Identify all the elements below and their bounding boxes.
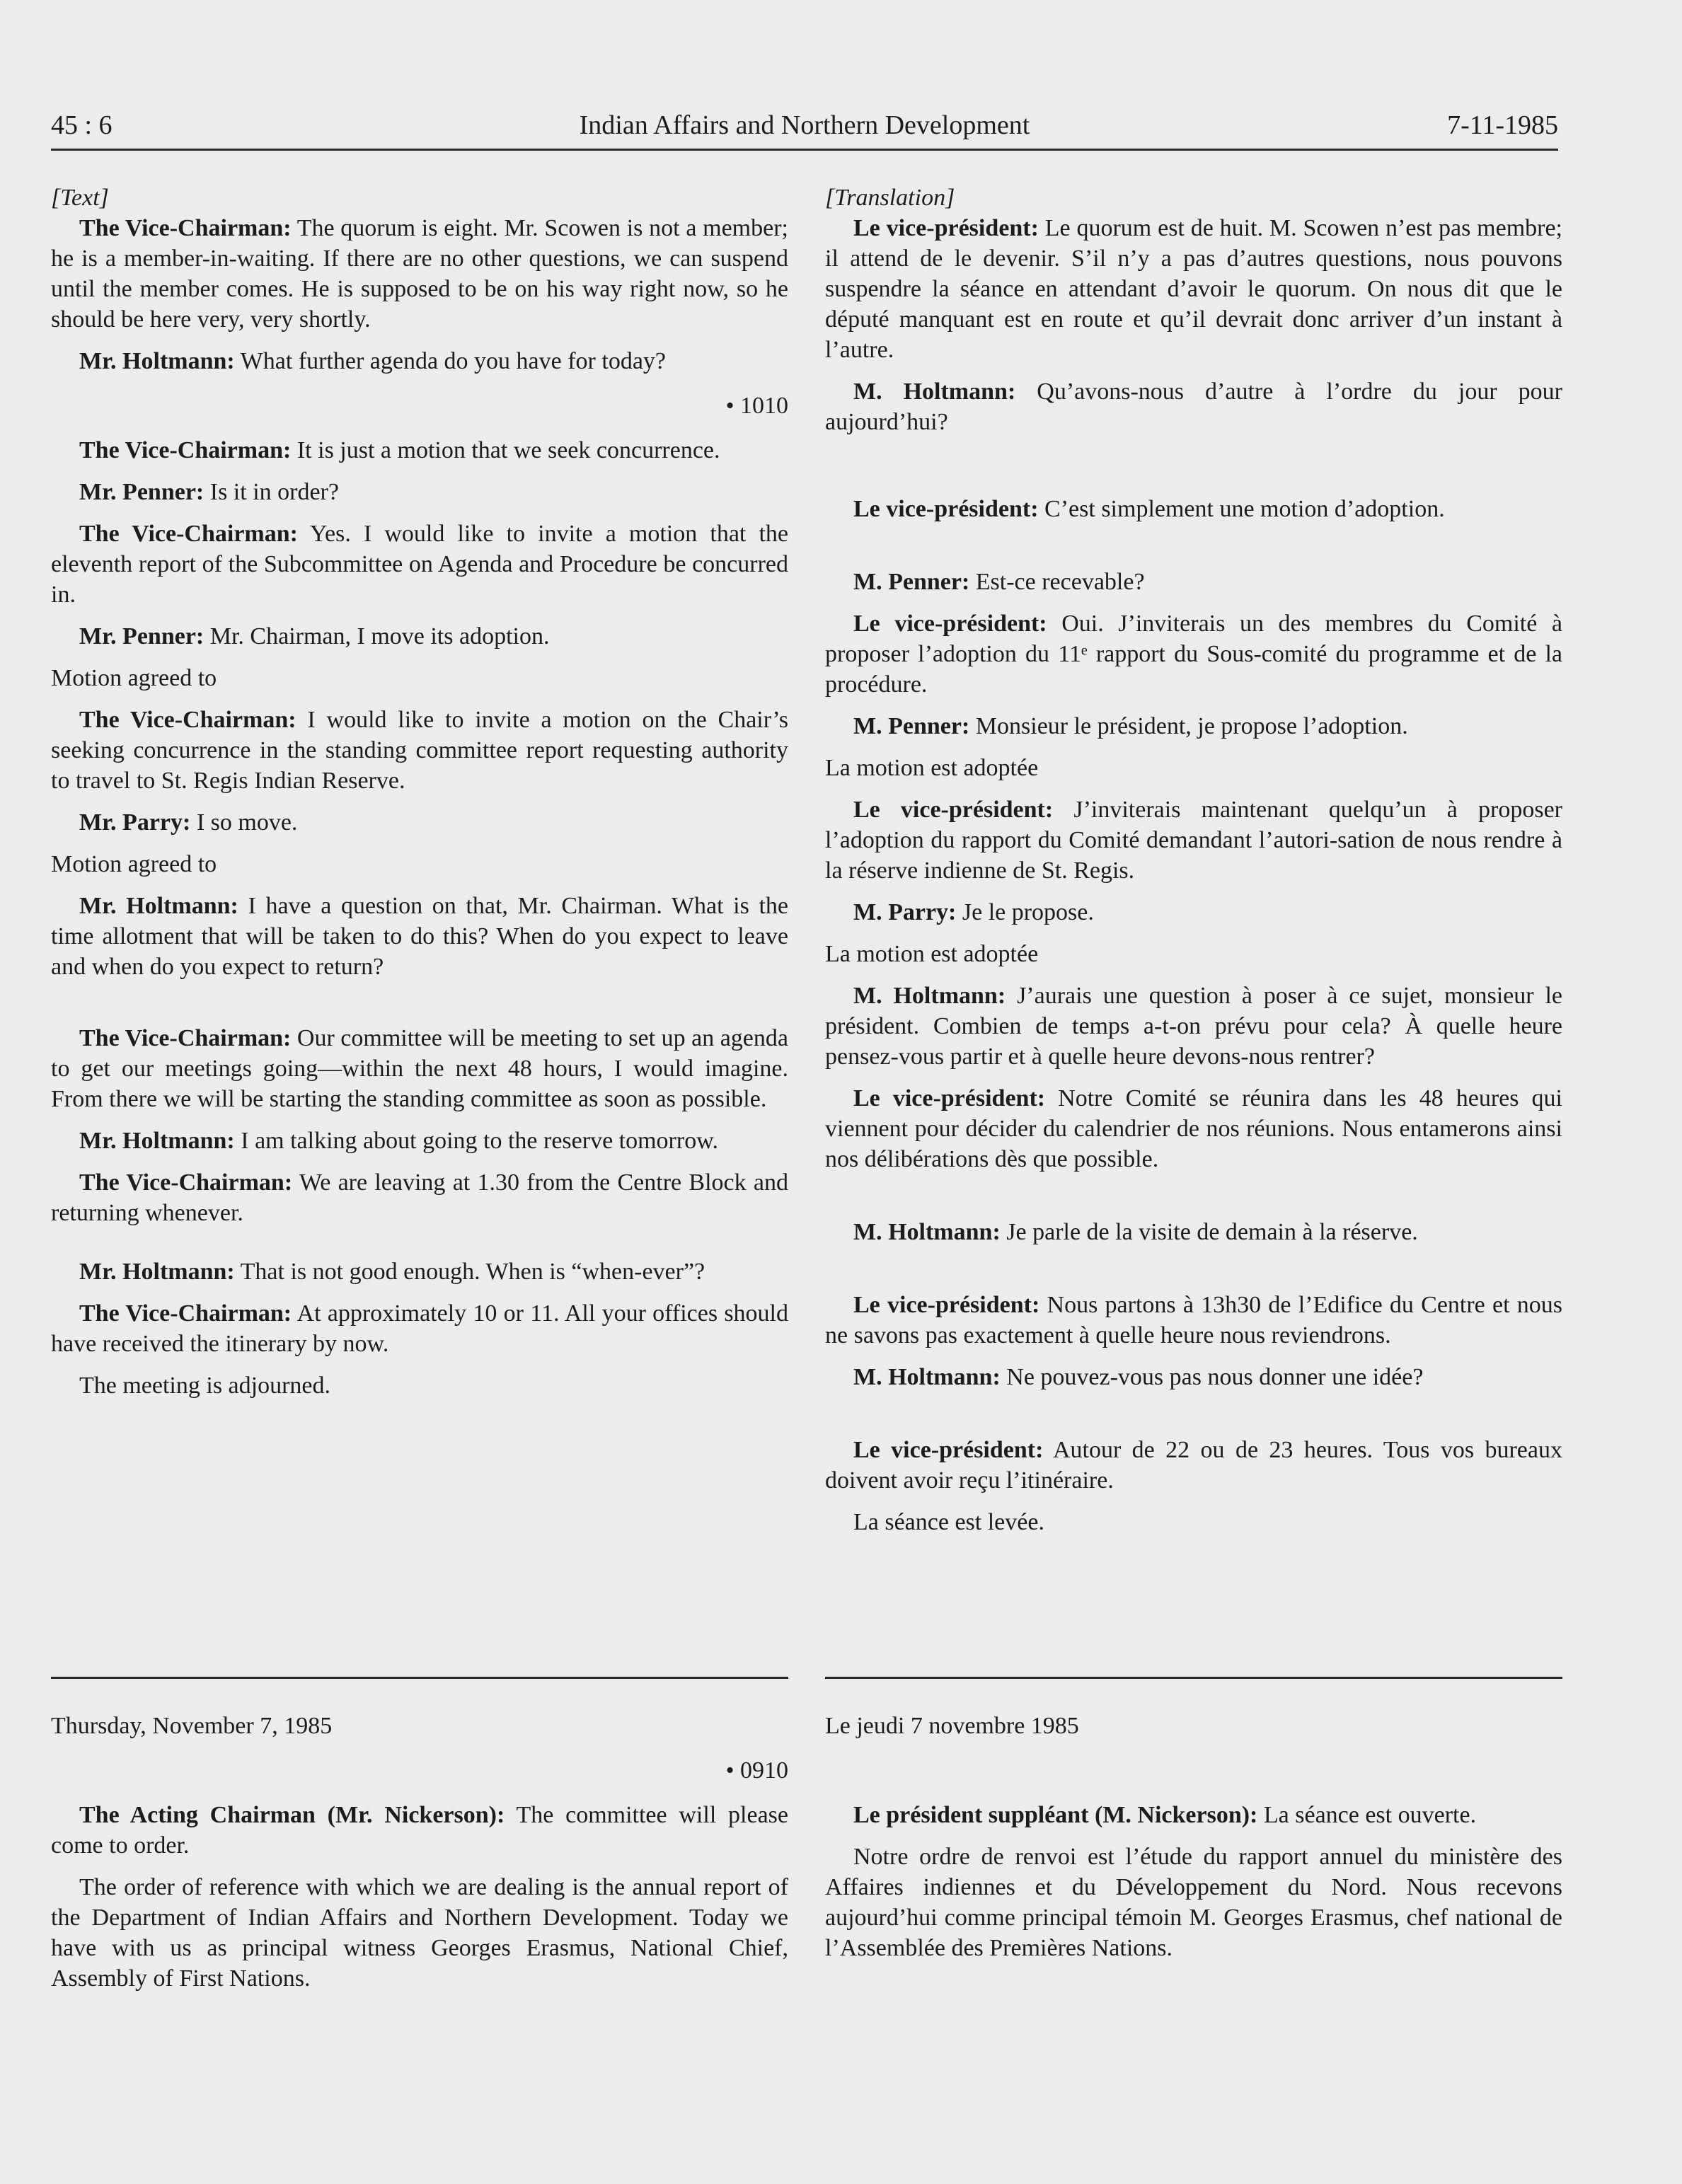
paragraph: The Vice-Chairman: Yes. I would like to invite a motion that the eleventh report of the Subcommittee on Agenda and Procedure be concurred in. [51, 521, 789, 608]
paragraph: M. Holtmann: Qu’avons-nous d’autre à l’ordre du jour pour aujourd’hui? [825, 379, 1562, 435]
paragraph: Le vice-président: Le quorum est de huit. M. Scowen n’est pas membre; il attend de le devenir. S’il n’y a pas d’autres questions, nous pouvons suspendre la séance en attendant d’avoir le quorum. On nous dit que le député manquant est en route et qu’il devrait donc arriver d’un instant à l’autre. [825, 215, 1562, 363]
paragraph: The meeting is adjourned. [79, 1373, 331, 1399]
speaker: The Acting Chairman (Mr. Nickerson): [79, 1802, 505, 1828]
paragraph: Mr. Holtmann: That is not good enough. When is “when-ever”? [79, 1259, 705, 1285]
speaker: M. Holtmann: [853, 379, 1016, 405]
speaker: The Vice-Chairman: [79, 707, 296, 733]
english-lower [51, 1711, 788, 1994]
header-title: Indian Affairs and Northern Development [579, 110, 1030, 140]
paragraph: M. Holtmann: Je parle de la visite de demain à la réserve. [853, 1219, 1418, 1245]
paragraph: Le vice-président: Oui. J’inviterais un des membres du Comité à proposer l’adoption du 11ᵉ rapport du Sous-comité du programme et de la procédure. [825, 611, 1562, 698]
motion-result: La motion est adoptée [825, 755, 1039, 781]
speaker: The Vice-Chairman: [79, 1169, 293, 1196]
paragraph: The Vice-Chairman: The quorum is eight. Mr. Scowen is not a member; he is a member-in-waiting. If there are no other questions, we can suspend until the member comes. He is supposed to be on his way right now, so he should be here very, very shortly. [51, 215, 788, 333]
paragraph: M. Penner: Est-ce recevable? [853, 569, 1145, 595]
speaker: M. Holtmann: [853, 1364, 1001, 1390]
speaker: M. Holtmann: [853, 983, 1006, 1009]
french-lower [825, 1711, 1562, 1963]
paragraph: The Acting Chairman (Mr. Nickerson): The committee will please come to order. [51, 1802, 788, 1859]
paragraph: The Vice-Chairman: It is just a motion that we seek concurrence. [79, 437, 720, 463]
header-date: 7-11-1985 [1447, 110, 1558, 140]
paragraph: La séance est levée. [853, 1509, 1044, 1535]
speaker: Mr. Penner: [79, 623, 205, 649]
meeting-date: Le jeudi 7 novembre 1985 [825, 1713, 1079, 1739]
speaker: Mr. Penner: [79, 479, 205, 505]
speaker: The Vice-Chairman: [79, 1300, 292, 1327]
section-label: [Translation] [825, 185, 955, 211]
motion-result: La motion est adoptée [825, 941, 1039, 967]
paragraph: M. Holtmann: Ne pouvez-vous pas nous donner une idée? [853, 1364, 1424, 1390]
paragraph: Le vice-président: J’inviterais maintenant quelqu’un à proposer l’adoption du rapport du Comité demandant l’autori-sation de nous rendre à la réserve indienne de St. Regis. [825, 797, 1562, 884]
paragraph: The Vice-Chairman: Our committee will be meeting to set up an agenda to get our meetings going—within the next 48 hours, I would imagine. From there we will be starting the standing committee as soon as possible. [51, 1025, 788, 1112]
speaker: Le vice-président: [853, 1437, 1044, 1463]
paragraph: Mr. Penner: Is it in order? [79, 479, 339, 505]
paragraph: M. Holtmann: J’aurais une question à poser à ce sujet, monsieur le président. Combien de temps a-t-on prévu pour cela? À quelle heure pensez-vous partir et à quelle heure devons-nous rentrer? [825, 983, 1562, 1070]
speaker: Mr. Holtmann: [79, 1128, 235, 1154]
speaker: The Vice-Chairman: [79, 215, 292, 241]
speaker: Mr. Holtmann: [79, 348, 235, 374]
speaker: Le vice-président: [853, 1085, 1046, 1111]
speaker: Le vice-président: [853, 496, 1039, 522]
paragraph: M. Penner: Monsieur le président, je propose l’adoption. [853, 713, 1408, 739]
motion-result: Motion agreed to [51, 665, 217, 691]
speaker: The Vice-Chairman: [79, 1025, 292, 1051]
speaker: Mr. Holtmann: [79, 893, 238, 919]
speaker: M. Parry: [853, 899, 957, 925]
section-label: [Text] [51, 185, 109, 211]
paragraph: The Vice-Chairman: At approximately 10 or 11. All your offices should have received the itinerary by now. [51, 1300, 788, 1357]
speaker: Le vice-président: [853, 1292, 1040, 1318]
speaker: Le vice-président: [853, 797, 1054, 823]
paragraph: Mr. Parry: I so move. [79, 809, 298, 836]
english-column [51, 183, 788, 1401]
paragraph: The Vice-Chairman: I would like to invite a motion on the Chair’s seeking concurrence in the standing committee report requesting authority to travel to St. Regis Indian Reserve. [51, 707, 789, 794]
speaker: Le président suppléant (M. Nickerson): [853, 1802, 1258, 1828]
french-column [825, 183, 1562, 1537]
speaker: Mr. Parry: [79, 809, 191, 836]
paragraph: The Vice-Chairman: We are leaving at 1.30 from the Centre Block and returning whenever. [51, 1169, 789, 1226]
speaker: Le vice-président: [853, 215, 1039, 241]
paragraph: The order of reference with which we are dealing is the annual report of the Department of Indian Affairs and Northern Development. Today we have with us as principal witness Georges Erasmus, National Chief, Assembly of First Nations. [51, 1874, 788, 1992]
meeting-date: Thursday, November 7, 1985 [51, 1713, 333, 1739]
time-marker: • 1010 [725, 393, 788, 419]
paragraph: Mr. Holtmann: What further agenda do you have for today? [79, 348, 666, 374]
speaker: M. Penner: [853, 569, 970, 595]
paragraph: Le vice-président: Nous partons à 13h30 de l’Edifice du Centre et nous ne savons pas exactement à quelle heure nous reviendrons. [825, 1292, 1562, 1348]
speaker: The Vice-Chairman: [79, 437, 292, 463]
paragraph: Le président suppléant (M. Nickerson): La séance est ouverte. [853, 1802, 1477, 1828]
header-rule [51, 149, 1558, 151]
paragraph: Le vice-président: Notre Comité se réunira dans les 48 heures qui viennent pour décider du calendrier de nos réunions. Nous entamerons ainsi nos délibérations dès que possible. [825, 1085, 1563, 1172]
section-rule [51, 1677, 788, 1679]
speaker: Mr. Holtmann: [79, 1259, 235, 1285]
paragraph: Le vice-président: C’est simplement une motion d’adoption. [853, 496, 1445, 522]
paragraph: M. Parry: Je le propose. [853, 899, 1094, 925]
paragraph: Mr. Holtmann: I have a question on that, Mr. Chairman. What is the time allotment that will be taken to do this? When do you expect to leave and when do you expect to return? [51, 893, 788, 980]
paragraph: Mr. Holtmann: I am talking about going to the reserve tomorrow. [79, 1128, 719, 1154]
speaker: Le vice-président: [853, 611, 1047, 637]
paragraph: Le vice-président: Autour de 22 ou de 23 heures. Tous vos bureaux doivent avoir reçu l’itinéraire. [825, 1437, 1562, 1493]
section-rule [825, 1677, 1562, 1679]
page-number: 45 : 6 [51, 110, 113, 140]
paragraph: Mr. Penner: Mr. Chairman, I move its adoption. [79, 623, 550, 649]
motion-result: Motion agreed to [51, 851, 217, 877]
running-header [51, 110, 1558, 152]
speaker: M. Holtmann: [853, 1219, 1001, 1245]
paragraph: Notre ordre de renvoi est l’étude du rapport annuel du ministère des Affaires indiennes et du Développement du Nord. Nous recevons aujourd’hui comme principal témoin M. Georges Erasmus, chef national de l’Assemblée des Premières Nations. [825, 1844, 1562, 1961]
time-marker: • 0910 [725, 1757, 788, 1784]
speaker: M. Penner: [853, 713, 970, 739]
speaker: The Vice-Chairman: [79, 521, 298, 547]
